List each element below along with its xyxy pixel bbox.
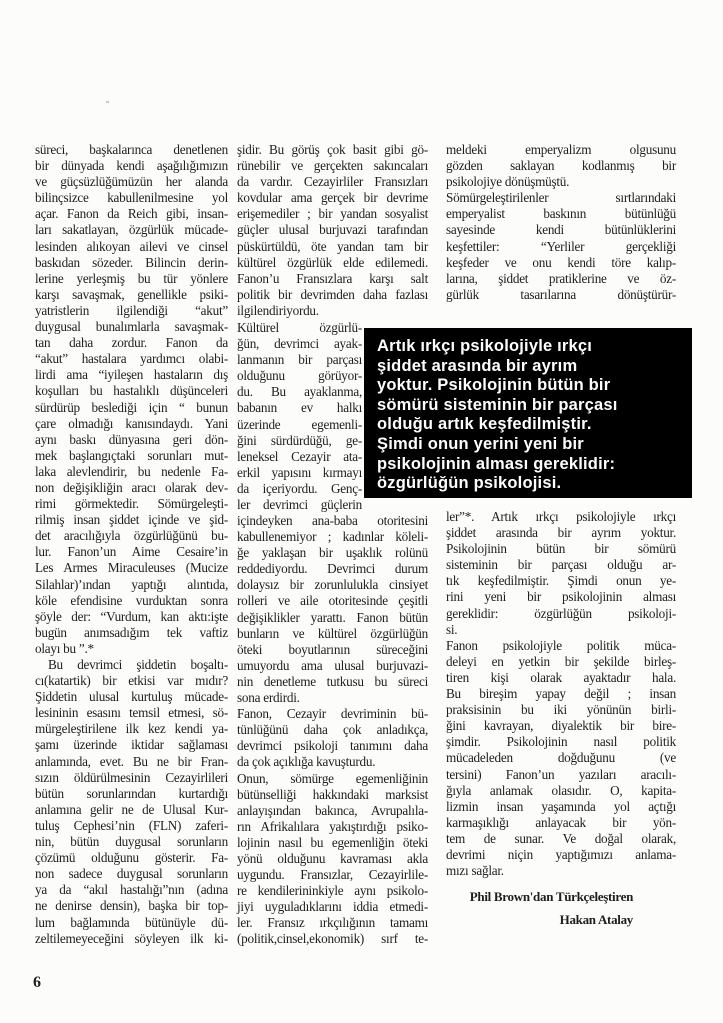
text-line: mızı sağlar. <box>446 863 504 879</box>
text-line: süreci, başkalarınca denetlenen <box>35 142 228 157</box>
text-line: ğini sürdürdüğü, ge- <box>237 432 362 448</box>
text-line: re kendilerininkiyle aynı psikolo- <box>237 883 428 899</box>
text-line: lanmanın bir parçası <box>237 352 362 368</box>
text-line: non sadece duygusal sorunların <box>35 866 228 882</box>
text-line: ne denirse densin), başka bir top- <box>35 898 228 914</box>
text-line: şidir. Bu görüş çok basit gibi gö- <box>237 142 428 157</box>
text-line: larına, şiddet pratiklerine ve öz- <box>446 270 676 286</box>
callout-box <box>364 328 692 498</box>
text-line: koşulları bu hastalıklı düşünceleri <box>35 383 228 399</box>
translator-credit-line2: Hakan Atalay <box>559 911 633 927</box>
text-line: lur. Fanon’un Aime Cesaire’in <box>35 544 228 560</box>
text-line: meldeki emperyalizm olgusunu <box>446 142 676 157</box>
text-line: bugün anımsadığım tek vaftiz <box>35 624 228 640</box>
text-line: praksisinin bu iki yönünün birli- <box>446 702 676 718</box>
text-line: uygundu. Fransızlar, Cezayirlile- <box>237 867 428 883</box>
text-line: bir dünyada kendi aşağılığımızın <box>35 158 228 174</box>
text-line: tık keşfedilmiştir. Şimdi onun ye- <box>446 573 676 589</box>
text-line: babanın ev halkı <box>237 400 362 416</box>
text-line: gürlük tasarılarına dönüştürür- <box>446 286 676 302</box>
translator-credit <box>445 886 633 931</box>
text-line: rilmiş insan şiddet içinde ve şid- <box>35 512 228 528</box>
text-line: ğün, devrimci ayak- <box>237 336 362 352</box>
column-3-rest <box>446 509 676 879</box>
text-line: karşı savaşmak, genellikle psiki- <box>35 286 228 302</box>
text-line: laka alevlendirir, bu nedenle Fa- <box>35 463 228 479</box>
callout-line: Artık ırkçı psikolojiyle ırkçı <box>377 337 593 355</box>
text-line: şiddet arasında bir ayrım yoktur. <box>446 525 676 541</box>
text-line: emperyalist baskının bütünlüğü <box>446 206 676 222</box>
text-line: köle efendisine vurduktan sonra <box>35 592 228 608</box>
text-line: olayı bu ”.* <box>35 640 94 656</box>
text-line: deleyi en yetkin bir şekilde birleş- <box>446 653 676 669</box>
text-line: lojinin nasıl bu egemenliğin öteki <box>237 834 428 850</box>
text-line: devrimci psikoloji tanımını daha <box>237 738 428 754</box>
text-line: öteki boyutlarının süreceğini <box>237 641 428 657</box>
text-line: keşfettiler: “Yerliler gerçekliği <box>446 238 676 254</box>
callout-line: sömürü sisteminin bir parçası <box>377 395 618 414</box>
text-line: kültürel özgürlük elde edilemedi. <box>237 254 428 270</box>
text-line: det aracılığıyla özgürlüğünü bu- <box>35 528 228 544</box>
callout-line: şiddet arasında bir ayrım <box>377 356 578 375</box>
text-line: bunların ve kültürel özgürlüğün <box>237 625 428 641</box>
text-line: aynı baskı dünyasına geri dön- <box>35 431 228 447</box>
text-line: lum bağlamında bütünüyle dü- <box>35 914 228 930</box>
text-line: sona erdirdi. <box>237 690 300 706</box>
text-line: lesinden alıkoyan ailevi ve cinsel <box>35 238 228 254</box>
text-line: lesininin esasını temsil etmesi, sö- <box>35 705 228 721</box>
text-line: anlamına gelir ne de Ulusal Kur- <box>35 801 228 817</box>
text-line: olduğunu görüyor- <box>237 368 362 384</box>
text-line: kovdular ama gerçek bir devrime <box>237 190 428 206</box>
text-line: ler”*. Artık ırkçı psikolojiyle ırkçı <box>446 509 676 524</box>
text-line: bütün sorunlarından kurtardığı <box>35 785 228 801</box>
text-line: ve güçsüzlüğümüzün her alanda <box>35 174 228 190</box>
text-line: Bu bireşim yapay değil ; insan <box>446 686 676 702</box>
text-line: şamı üzerinde iktidar sağlaması <box>35 737 228 753</box>
text-line: içindeyken ana-baba otoritesini <box>237 513 428 528</box>
text-line: duygusal bunalımlarla savaşmak- <box>35 319 228 335</box>
text-line: ler devrimci güçlerin <box>237 497 362 513</box>
text-line: cı(katartik) bir etkisi var mıdır? <box>35 673 228 689</box>
text-line: lizmin insan yaşamında yol açtığı <box>446 798 676 814</box>
text-line: Bu devrimci şiddetin boşaltı- <box>48 657 228 672</box>
text-line: tersini) Fanon’un yazıları aracılı- <box>446 766 676 782</box>
text-line: dolaysız bir zorunlulukla cinsiyet <box>237 577 428 593</box>
text-line: tünlüğünü daha çok anladıkça, <box>237 722 428 738</box>
text-line: lerine yerleşmiş bu tür yönlere <box>35 270 228 286</box>
text-line: rünebilir ve gerçekten sakıncaları <box>237 158 428 174</box>
text-line: leneksel Cezayir ata- <box>237 448 362 464</box>
text-line: tan daha zordur. Fanon da <box>35 335 228 351</box>
text-line: keşfeder ve onu kendi töre kalıp- <box>446 254 676 270</box>
callout-line: yoktur. Psikolojinin bütün bir <box>377 376 611 395</box>
text-line: du. Bu ayaklanma, <box>237 384 362 400</box>
text-line: rini yeni bir psikolojinin alması <box>446 589 676 605</box>
text-line: ğe yaklaşan bir uşaklık rolünü <box>237 545 428 561</box>
text-line: lirdi ama “iyileşen hastaların dış <box>35 367 228 383</box>
callout-line: Şimdi onun yerini yeni bir <box>377 434 584 453</box>
text-line: çözümü olduğunu gösterir. Fa- <box>35 850 228 866</box>
text-line: ilgilendiriyordu. <box>237 302 319 318</box>
text-line: erkil yapısını kırmayı <box>237 464 362 480</box>
text-line: değişiklikler yarattı. Fanon bütün <box>237 609 428 625</box>
text-line: non değişikliğin aracı olarak dev- <box>35 479 228 495</box>
text-line: mücadeleden doğduğunu (ve <box>446 750 676 766</box>
text-line: da içeriyordu. Genç- <box>237 480 362 496</box>
text-line: Silahlar)’ından yaptığı alıntıda, <box>35 576 228 592</box>
text-line: tuluş Cephesi’nin (FLN) zaferi- <box>35 817 228 833</box>
text-line: Onun, sömürge egemenliğinin <box>237 770 428 786</box>
callout-line: özgürlüğün psikolojisi. <box>377 474 562 493</box>
text-line: rın Afrikalılara yakıştırdığı psiko- <box>237 818 428 834</box>
text-line: kabullenemiyor ; kadınlar köleli- <box>237 529 428 545</box>
text-line: yatristlerin ilgilendiği “akut” <box>35 302 228 318</box>
column-2-rest <box>237 513 428 948</box>
text-line: da vardır. Cezayirliler Fransızları <box>237 174 428 190</box>
text-line: erişemediler ; bir yandan sosyalist <box>237 206 428 222</box>
text-line: nin denetleme tutkusu bu süreci <box>237 673 428 689</box>
text-line: reddediyordu. Devrimci durum <box>237 561 428 577</box>
text-line: rimi görmektedir. Sömürgeleşti- <box>35 496 228 512</box>
text-line: da çok açıklığa kavuşturdu. <box>237 754 376 770</box>
text-line: baskıdan sözeder. Bilincin derin- <box>35 254 228 270</box>
text-line: gereklidir: özgürlüğün psikoloji- <box>446 605 676 621</box>
text-line: “akut” hastalara yardımcı olabi- <box>35 351 228 367</box>
translator-credit-line1: Phil Brown'dan Türkçeleştiren <box>469 889 633 904</box>
text-line: Kültürel özgürlü- <box>237 320 362 335</box>
page-number: 6 <box>33 974 41 991</box>
text-line: anlamında, evet. Bu ne bir Fran- <box>35 753 228 769</box>
callout-line: psikolojinin alması gereklidir: <box>377 454 616 473</box>
text-line: açar. Fanon da Reich gibi, insan- <box>35 206 228 222</box>
text-line: ler. Fransız ırkçılığının tamamı <box>237 915 428 931</box>
text-line: zeltilemeyeceğini söyleyen ilk ki- <box>35 930 228 946</box>
text-line: tem de sunar. Ve doğal olarak, <box>446 830 676 846</box>
text-line: karmaşıklığı anlayacak bir yön- <box>446 814 676 830</box>
text-line: (politik,cinsel,ekonomik) sırf te- <box>237 931 428 947</box>
scan-speck <box>106 101 109 103</box>
column-1 <box>35 142 228 947</box>
text-line: Psikolojinin bütün bir sömürü <box>446 541 676 557</box>
callout-line: olduğu artık keşfedilmiştir. <box>377 415 592 434</box>
text-line: rolleri ve aile otoritesinde çeşitli <box>237 593 428 609</box>
text-line: bilinçsizce kabullenilmesine yol <box>35 190 228 206</box>
text-line: güçler ulusal burjuvazi tarafından <box>237 222 428 238</box>
text-line: şöyle der: “Vurdum, kan aktı:işte <box>35 608 228 624</box>
text-line: nin, bütün duygusal sorunların <box>35 834 228 850</box>
text-line: Fanon’u Fransızlara karşı salt <box>237 270 428 286</box>
text-line: şimdir. Psikolojinin nasıl politik <box>446 734 676 750</box>
text-line: Fanon, Cezayir devriminin bü- <box>237 706 428 722</box>
column-2-narrow <box>237 320 362 513</box>
text-line: politik bir devrimden daha fazlası <box>237 286 428 302</box>
text-line: devrimi niçin yaptığımızı anlama- <box>446 846 676 862</box>
text-line: sızın öldürülmesinin Cezayirlileri <box>35 769 228 785</box>
text-line: tiren kişi olarak ayaktadır hala. <box>446 669 676 685</box>
text-line: gözden saklayan kodlanmış bir <box>446 158 676 174</box>
text-line: ğini kavrayan, diyalektik bir bire- <box>446 718 676 734</box>
text-line: umuyordu ama ulusal burjuvazi- <box>237 657 428 673</box>
text-line: Sömürgeleştirilenler sırtlarındaki <box>446 190 676 206</box>
text-line: mürgeleştirilene ilk kez kendi ya- <box>35 721 228 737</box>
text-line: ları sakatlayan, özgürlük mücade- <box>35 222 228 238</box>
text-line: anlayışından bakınca, Avrupalıla- <box>237 802 428 818</box>
text-line: sayesinde kendi bütünlüklerini <box>446 222 676 238</box>
column-3-top <box>446 142 676 303</box>
text-line: psikolojiye dönüşmüştü. <box>446 174 570 190</box>
text-line: üzerinde egemenli- <box>237 416 362 432</box>
text-line: yönü olduğunu kavraması akla <box>237 850 428 866</box>
text-line: ya da “akıl hastalığı”nın (adına <box>35 882 228 898</box>
text-line: Fanon psikolojiyle politik müca- <box>446 637 676 653</box>
text-line: mek başlangıçtaki sorunları mut- <box>35 447 228 463</box>
text-line: bütünselliği hakkındaki marksist <box>237 786 428 802</box>
text-line: sisteminin bir parçası olduğu ar- <box>446 557 676 573</box>
text-line: jiyi uyguladıklarını iddia etmedi- <box>237 899 428 915</box>
text-line: Şiddetin ulusal kurtuluş mücade- <box>35 689 228 705</box>
text-line: çare olmadığı kanısındaydı. Yani <box>35 415 228 431</box>
text-line: püskürtüldü, öte yandan tam bir <box>237 238 428 254</box>
text-line: Les Armes Miraculeuses (Mucize <box>35 560 228 576</box>
column-2-top <box>237 142 428 319</box>
text-line: sürdürüp beslediği için “ bunun <box>35 399 228 415</box>
text-line: si. <box>446 621 458 637</box>
text-line: ğıyla anlamak olasıdır. O, kapita- <box>446 782 676 798</box>
